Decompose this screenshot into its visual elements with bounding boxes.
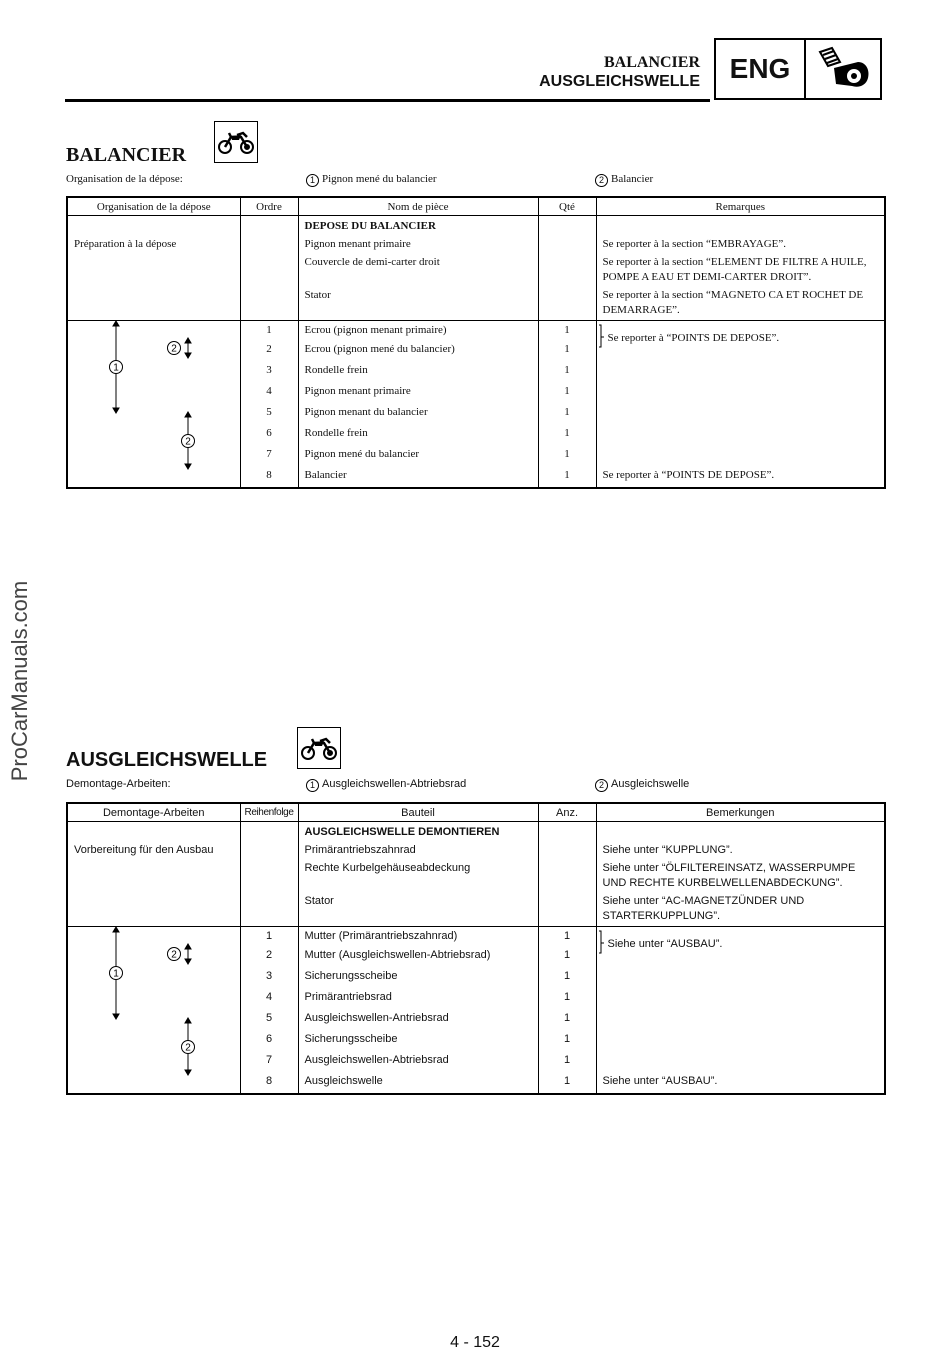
section-badge bbox=[714, 38, 882, 100]
prep-remark: Siehe unter “ÖLFILTEREINSATZ, WASSERPUMPE UND RECHTE KURBELWELLENABDECKUNG”. bbox=[596, 858, 885, 891]
order-num: 8 bbox=[240, 1072, 298, 1094]
prep-remark: Se reporter à la section “EMBRAYAGE”. bbox=[596, 234, 885, 252]
table-row bbox=[67, 858, 885, 891]
quantity: 1 bbox=[538, 967, 596, 988]
table-row bbox=[67, 822, 885, 841]
order-num: 4 bbox=[240, 382, 298, 403]
order-num: 1 bbox=[240, 321, 298, 341]
prep-part: Rechte Kurbelgehäuseabdeckung bbox=[298, 858, 538, 891]
table-row bbox=[67, 891, 885, 927]
part-name: Ausgleichswellen-Antriebsrad bbox=[298, 1009, 538, 1030]
prep-part: Pignon menant primaire bbox=[298, 234, 538, 252]
prep-part: Stator bbox=[298, 891, 538, 927]
order-num: 1 bbox=[240, 927, 298, 947]
part-name: Pignon menant primaire bbox=[298, 382, 538, 403]
header-rule bbox=[65, 99, 710, 102]
header-title-fr: BALANCIER bbox=[603, 54, 700, 71]
part-name: Ecrou (pignon menant primaire) bbox=[298, 321, 538, 341]
col-header: Qté bbox=[538, 197, 596, 216]
col-header: Reihenfolge bbox=[240, 803, 298, 822]
table-row bbox=[67, 285, 885, 321]
order-num: 6 bbox=[240, 424, 298, 445]
part-name: Mutter (Primärantriebszahnrad) bbox=[298, 927, 538, 947]
motorcycle-icon bbox=[297, 727, 341, 769]
col-header: Anz. bbox=[538, 803, 596, 822]
bracket-remark: Se reporter à “POINTS DE DEPOSE”. bbox=[607, 332, 780, 344]
table-row bbox=[67, 321, 885, 341]
part-name: Ausgleichswelle bbox=[298, 1072, 538, 1094]
quantity: 1 bbox=[538, 445, 596, 466]
removal-table-de bbox=[66, 802, 886, 1095]
table-row bbox=[67, 840, 885, 858]
part-name: Balancier bbox=[298, 466, 538, 488]
circle-num-2: 2 bbox=[595, 174, 608, 187]
part-name: Pignon menant du balancier bbox=[298, 403, 538, 424]
circle-num-2: 2 bbox=[595, 779, 608, 792]
col-header: Demontage-Arbeiten bbox=[67, 803, 240, 822]
diagram-label-1: 1 bbox=[113, 968, 119, 980]
prep-part: Couvercle de demi-carter droit bbox=[298, 252, 538, 285]
legend-label-fr: Organisation de la dépose: bbox=[66, 173, 183, 185]
quantity: 1 bbox=[538, 403, 596, 424]
removal-table-fr bbox=[66, 196, 886, 489]
section-title-de: AUSGLEICHSWELLE bbox=[66, 749, 268, 771]
legend-text-1: Pignon mené du balancier bbox=[322, 173, 437, 185]
legend-text-1: Ausgleichswellen-Abtriebsrad bbox=[322, 778, 467, 790]
col-header: Bemerkungen bbox=[596, 803, 885, 822]
col-header: Remarques bbox=[596, 197, 885, 216]
col-header: Ordre bbox=[240, 197, 298, 216]
legend-text-2: Ausgleichswelle bbox=[611, 778, 690, 790]
quantity: 1 bbox=[538, 1051, 596, 1072]
diagram-label-2: 2 bbox=[171, 343, 177, 355]
prep-remark: Se reporter à la section “MAGNETO CA ET ROCHET DE DEMARRAGE”. bbox=[596, 285, 885, 321]
col-header: Bauteil bbox=[298, 803, 538, 822]
prep-label: Vorbereitung für den Ausbau bbox=[67, 840, 240, 858]
prep-remark: Siehe unter “AC-MAGNETZÜNDER UND STARTERKUPPLUNG”. bbox=[596, 891, 885, 927]
circle-num-1: 1 bbox=[306, 779, 319, 792]
legend-text-2: Balancier bbox=[611, 173, 654, 185]
procedure-heading: AUSGLEICHSWELLE DEMONTIEREN bbox=[298, 822, 538, 841]
order-num: 7 bbox=[240, 445, 298, 466]
quantity: 1 bbox=[538, 1030, 596, 1051]
order-num: 2 bbox=[240, 946, 298, 967]
bracket-remark-cell bbox=[596, 927, 885, 968]
quantity: 1 bbox=[538, 1009, 596, 1030]
circle-num-1: 1 bbox=[306, 174, 319, 187]
order-num: 8 bbox=[240, 466, 298, 488]
prep-part: Primärantriebszahnrad bbox=[298, 840, 538, 858]
col-header: Organisation de la dépose bbox=[67, 197, 240, 216]
table-header bbox=[67, 803, 885, 822]
part-name: Sicherungsscheibe bbox=[298, 967, 538, 988]
quantity: 1 bbox=[538, 382, 596, 403]
order-num: 2 bbox=[240, 340, 298, 361]
eng-badge-label: ENG bbox=[716, 40, 806, 98]
part-name: Rondelle frein bbox=[298, 361, 538, 382]
table-row bbox=[67, 216, 885, 235]
table-row bbox=[67, 252, 885, 285]
prep-remark: Se reporter à la section “ELEMENT DE FILTRE A HUILE, POMPE A EAU ET DEMI-CARTER DROIT”. bbox=[596, 252, 885, 285]
table-header bbox=[67, 197, 885, 216]
prep-label: Préparation à la dépose bbox=[67, 234, 240, 252]
quantity: 1 bbox=[538, 466, 596, 488]
procedure-heading: DEPOSE DU BALANCIER bbox=[298, 216, 538, 235]
quantity: 1 bbox=[538, 361, 596, 382]
quantity: 1 bbox=[538, 927, 596, 947]
table-row bbox=[67, 234, 885, 252]
page-number: 4 - 152 bbox=[450, 1334, 500, 1351]
diagram-label-2: 2 bbox=[171, 949, 177, 961]
section-title-fr: BALANCIER bbox=[66, 144, 187, 166]
legend-item-1-fr bbox=[306, 173, 437, 187]
order-num: 6 bbox=[240, 1030, 298, 1051]
part-name: Pignon mené du balancier bbox=[298, 445, 538, 466]
part-name: Ecrou (pignon mené du balancier) bbox=[298, 340, 538, 361]
order-diagram bbox=[67, 321, 240, 489]
motorcycle-icon bbox=[214, 121, 258, 163]
quantity: 1 bbox=[538, 1072, 596, 1094]
bracket-remark-cell bbox=[596, 321, 885, 362]
legend-item-1-de bbox=[306, 778, 466, 792]
last-remark: Se reporter à “POINTS DE DEPOSE”. bbox=[596, 466, 885, 488]
order-diagram bbox=[67, 927, 240, 1095]
legend-item-2-de bbox=[595, 778, 689, 792]
part-name: Rondelle frein bbox=[298, 424, 538, 445]
part-name: Ausgleichswellen-Abtriebsrad bbox=[298, 1051, 538, 1072]
order-num: 4 bbox=[240, 988, 298, 1009]
bracket-remark: Siehe unter “AUSBAU”. bbox=[607, 938, 723, 950]
order-num: 5 bbox=[240, 403, 298, 424]
quantity: 1 bbox=[538, 321, 596, 341]
quantity: 1 bbox=[538, 340, 596, 361]
quantity: 1 bbox=[538, 988, 596, 1009]
part-name: Primärantriebsrad bbox=[298, 988, 538, 1009]
diagram-label-2: 2 bbox=[185, 436, 191, 448]
quantity: 1 bbox=[538, 424, 596, 445]
last-remark: Siehe unter “AUSBAU”. bbox=[596, 1072, 885, 1094]
prep-remark: Siehe unter “KUPPLUNG”. bbox=[596, 840, 885, 858]
order-num: 7 bbox=[240, 1051, 298, 1072]
order-num: 3 bbox=[240, 967, 298, 988]
diagram-label-1: 1 bbox=[113, 362, 119, 374]
header-title-de: AUSGLEICHSWELLE bbox=[539, 73, 700, 90]
diagram-label-2: 2 bbox=[185, 1042, 191, 1054]
engine-bolt-icon bbox=[806, 40, 880, 98]
side-watermark: ProCarManuals.com bbox=[7, 580, 32, 782]
legend-item-2-fr bbox=[595, 173, 653, 187]
legend-label-de: Demontage-Arbeiten: bbox=[66, 778, 171, 790]
order-num: 5 bbox=[240, 1009, 298, 1030]
part-name: Mutter (Ausgleichswellen-Abtriebsrad) bbox=[298, 946, 538, 967]
prep-part: Stator bbox=[298, 285, 538, 321]
quantity: 1 bbox=[538, 946, 596, 967]
col-header: Nom de pièce bbox=[298, 197, 538, 216]
order-num: 3 bbox=[240, 361, 298, 382]
table-row bbox=[67, 927, 885, 947]
part-name: Sicherungsscheibe bbox=[298, 1030, 538, 1051]
